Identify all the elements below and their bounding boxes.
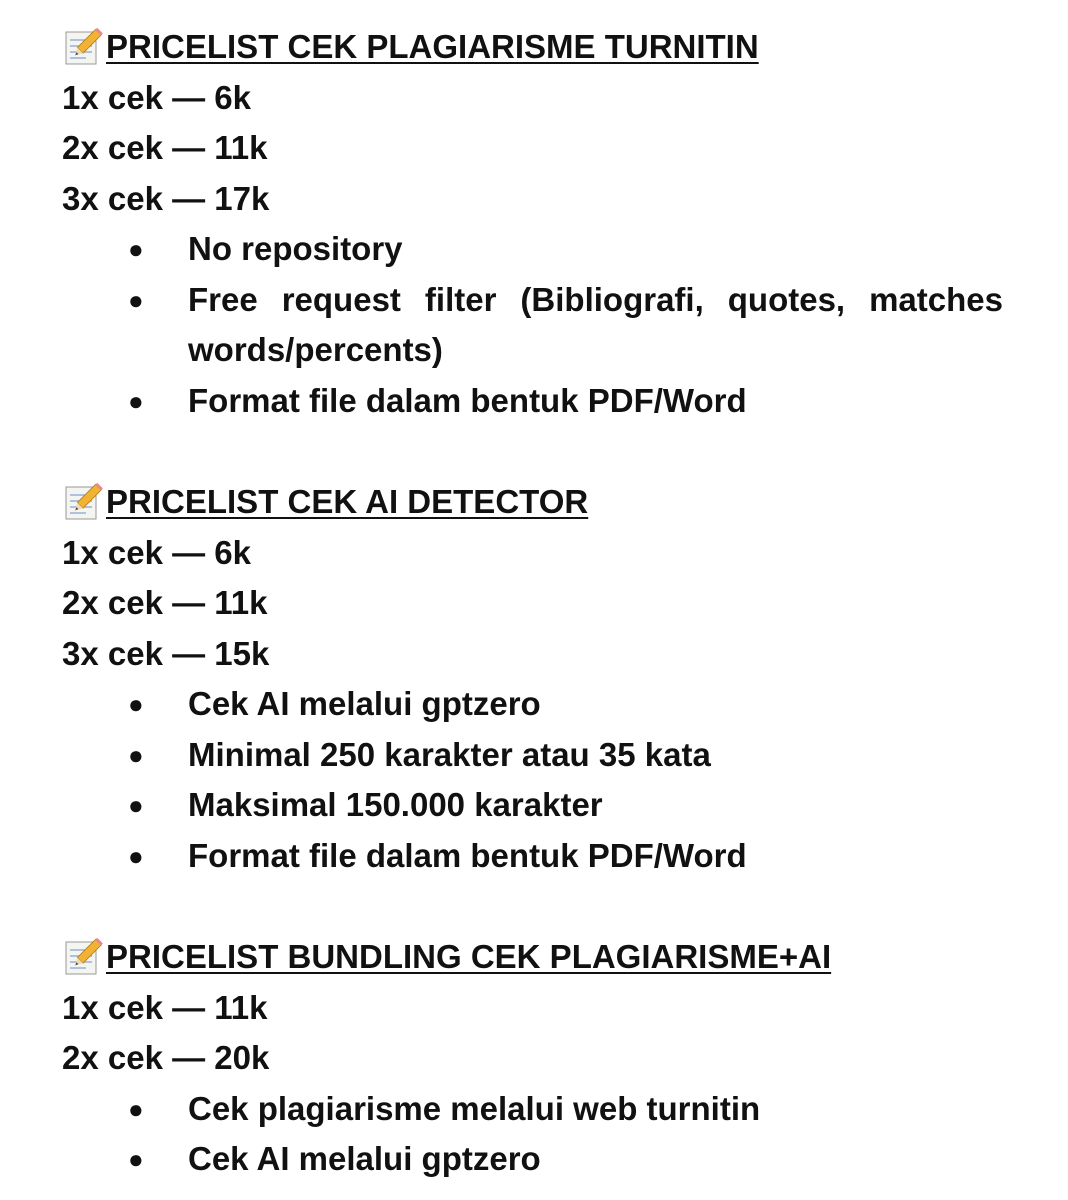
note-item xyxy=(62,376,1003,427)
note-text: Cek plagiarisme melalui web turnitin xyxy=(188,1089,761,1127)
note-text: Free request filter (Bibliografi, quotes, matches words/percents) xyxy=(188,280,1003,368)
note-text: Maksimal 150.000 karakter xyxy=(188,786,603,823)
price-line: 2x cek — 11k xyxy=(62,129,268,166)
notes-list xyxy=(62,1084,1022,1185)
price-line: 2x cek — 20k xyxy=(62,1039,270,1076)
bullet-icon: ● xyxy=(128,284,144,315)
memo-icon xyxy=(62,481,104,523)
notes-list xyxy=(62,679,1022,881)
section-ai-detector xyxy=(62,477,1022,881)
notes-list xyxy=(62,224,1022,426)
bullet-icon: ● xyxy=(128,840,144,871)
bullet-icon: ● xyxy=(128,1093,144,1124)
section-turnitin xyxy=(62,22,1022,426)
section-bundling xyxy=(62,932,1022,1185)
bullet-icon: ● xyxy=(128,739,144,770)
memo-icon xyxy=(62,26,104,68)
price-line: 1x cek — 11k xyxy=(62,988,268,1026)
note-text: Format file dalam bentuk PDF/Word xyxy=(188,836,747,874)
bullet-icon: ● xyxy=(128,1144,144,1174)
note-text: Format file dalam bentuk PDF/Word xyxy=(188,381,747,419)
note-item xyxy=(62,831,1003,882)
price-line: 1x cek — 6k xyxy=(62,533,251,571)
note-text: Cek AI melalui gptzero xyxy=(188,685,541,722)
note-text: No repository xyxy=(188,230,403,267)
note-item xyxy=(62,1084,1003,1135)
section-title: PRICELIST CEK AI DETECTOR xyxy=(106,483,589,521)
note-text: Cek AI melalui gptzero xyxy=(188,1140,541,1177)
bullet-icon: ● xyxy=(128,385,144,416)
bullet-icon: ● xyxy=(128,689,144,719)
note-item xyxy=(62,730,1003,781)
section-heading xyxy=(62,932,1022,983)
price-line: 3x cek — 17k xyxy=(62,179,270,217)
section-heading xyxy=(62,22,1022,73)
section-heading xyxy=(62,477,1022,528)
note-item xyxy=(62,224,1003,275)
memo-icon xyxy=(62,936,104,978)
note-item xyxy=(62,1134,1003,1185)
section-title: PRICELIST BUNDLING CEK PLAGIARISME+AI xyxy=(106,938,832,976)
section-title: PRICELIST CEK PLAGIARISME TURNITIN xyxy=(106,28,759,66)
note-item xyxy=(62,275,1003,376)
note-item xyxy=(62,679,1003,730)
note-item xyxy=(62,780,1003,831)
note-text: Minimal 250 karakter atau 35 kata xyxy=(188,735,711,773)
price-line: 1x cek — 6k xyxy=(62,78,251,116)
bullet-icon: ● xyxy=(128,790,144,820)
price-line: 2x cek — 11k xyxy=(62,584,268,621)
bullet-icon: ● xyxy=(128,234,144,264)
price-line: 3x cek — 15k xyxy=(62,634,270,672)
